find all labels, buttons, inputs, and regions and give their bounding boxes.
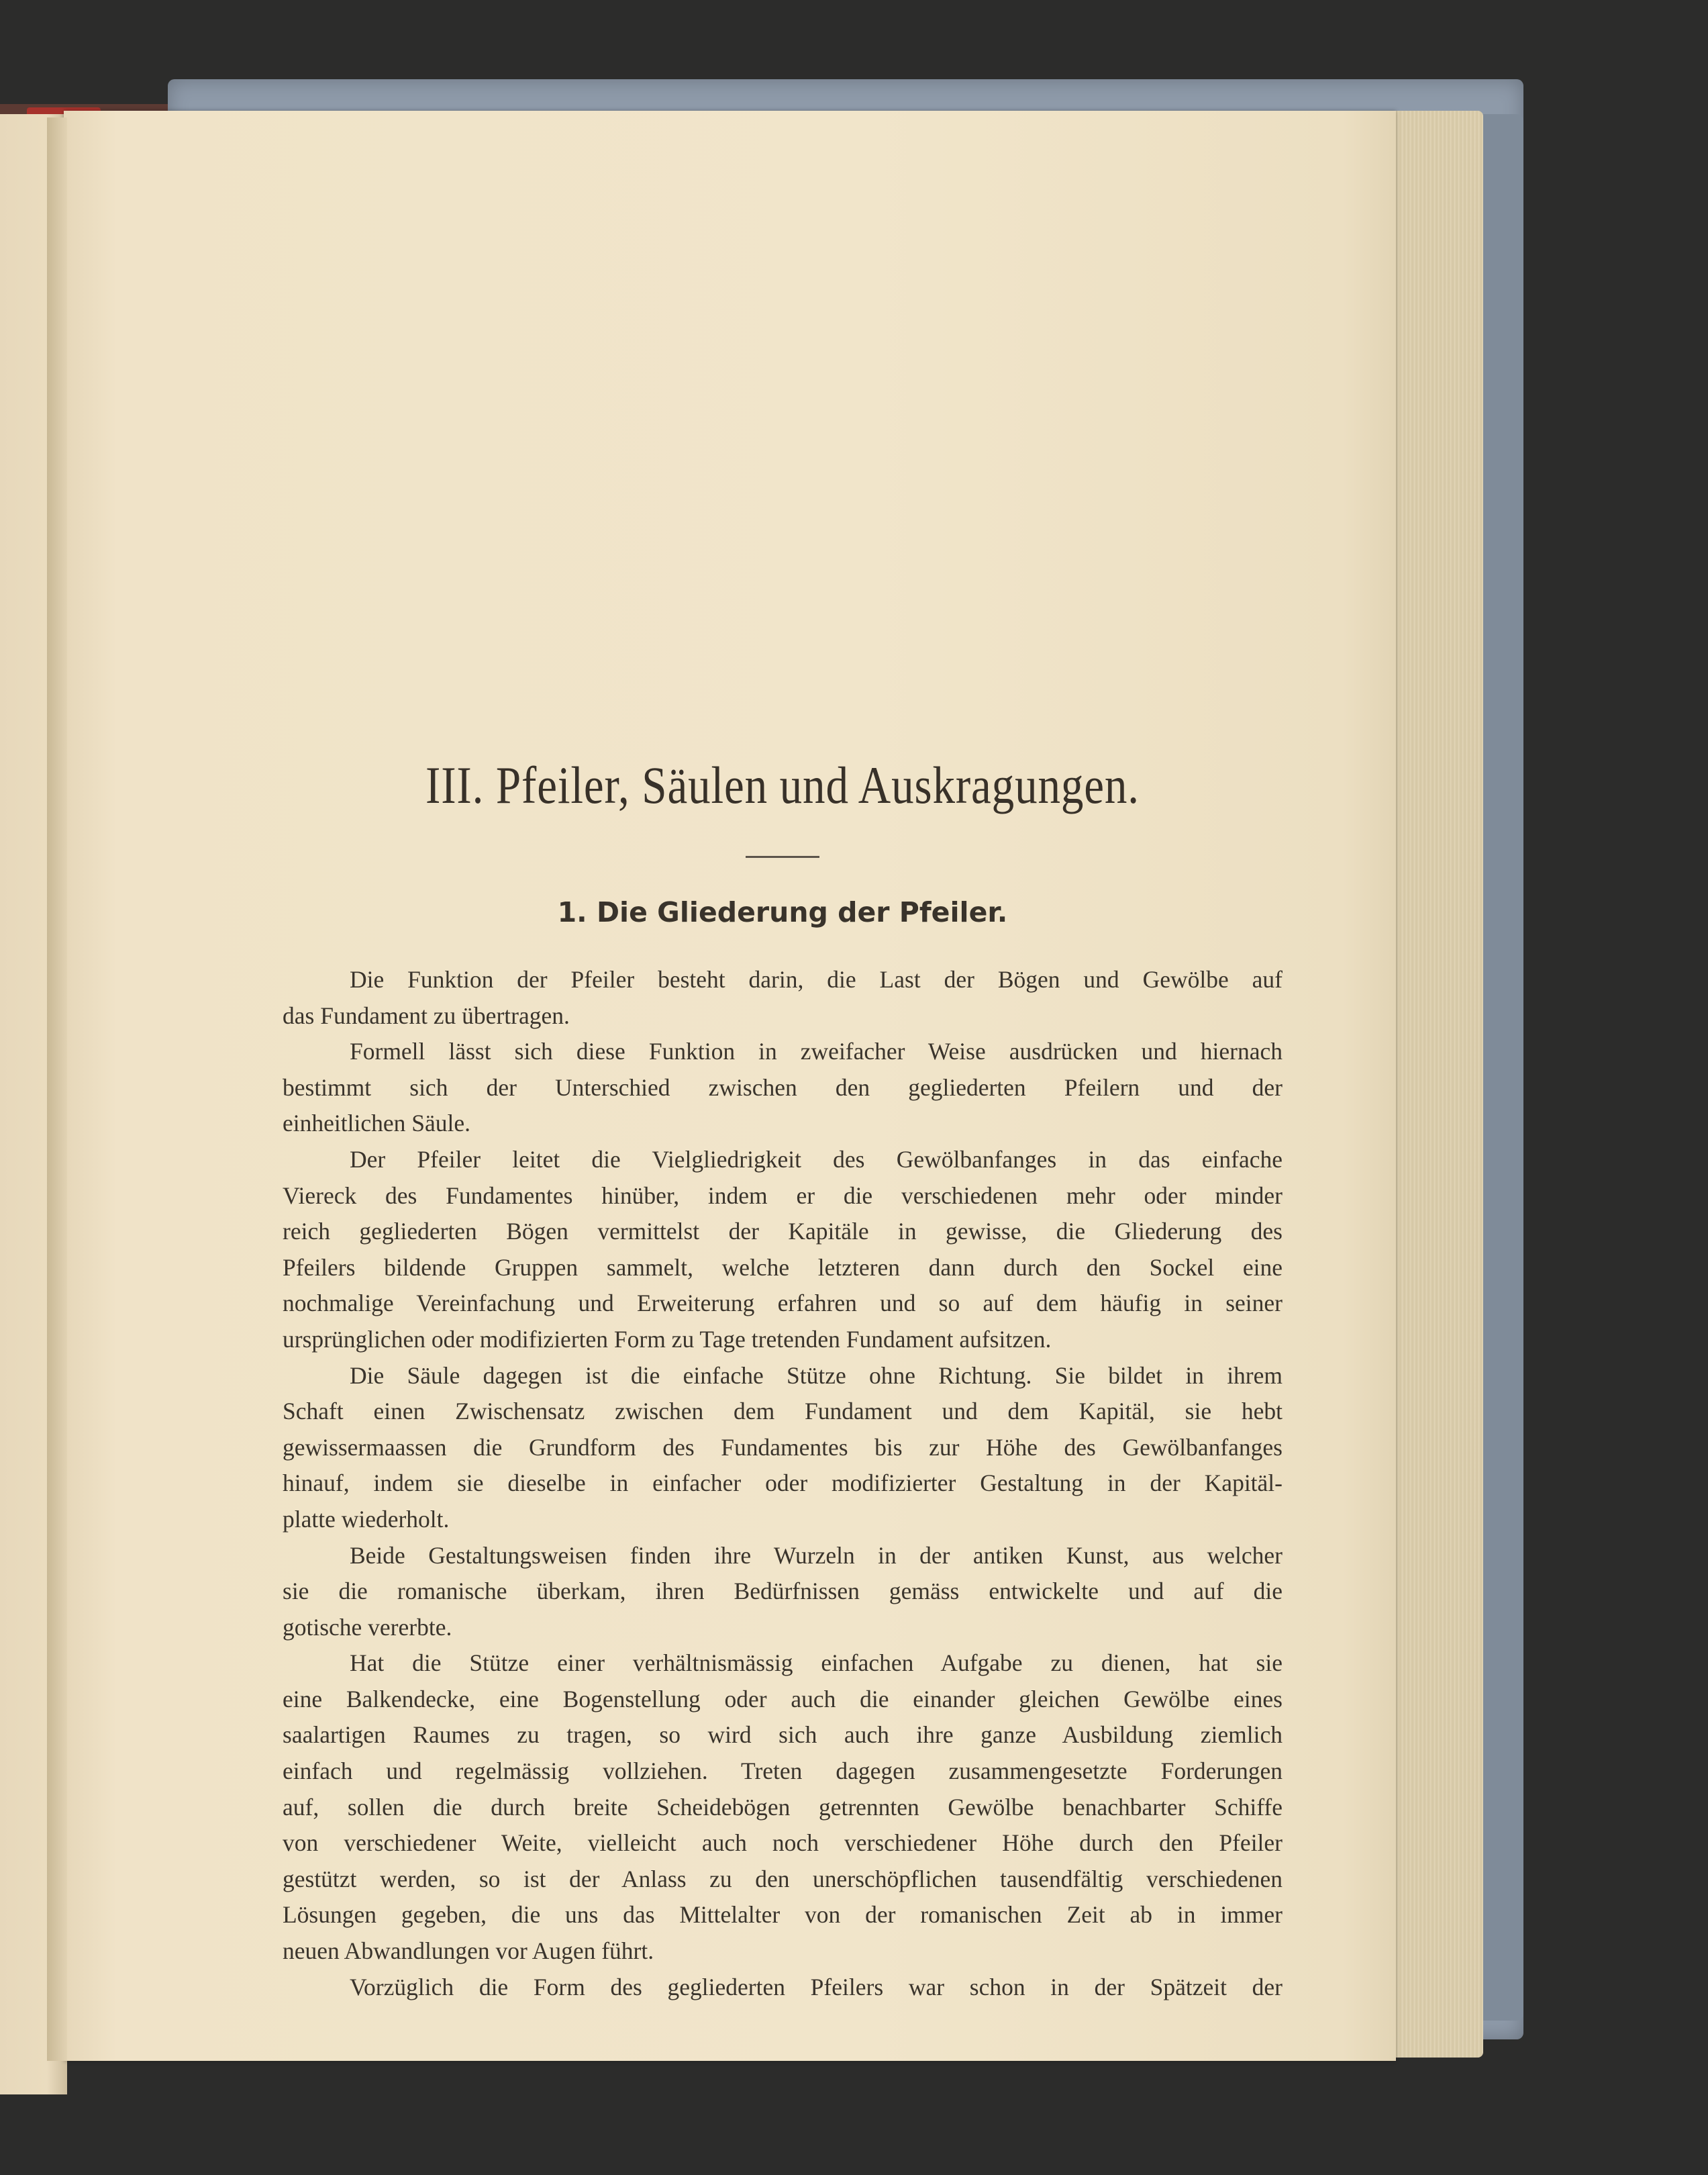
- text-line: [283, 1717, 1283, 1753]
- text-line: [283, 1250, 1283, 1286]
- text-line: [283, 1897, 1283, 1933]
- text-line: [283, 1106, 1283, 1142]
- text-line-content: Viereck des Fundamentes hinüber, indem er die verschiedenen mehr oder minder: [283, 1181, 1283, 1209]
- text-line-content: eine Balkendecke, eine Bogenstellung oder auch die einander gleichen Gewölbe eines: [283, 1685, 1283, 1712]
- text-line-content: reich gegliederten Bögen vermittelst der Kapitäle in gewisse, die Gliederung des: [283, 1218, 1283, 1245]
- text-line: [283, 1825, 1283, 1862]
- text-line: [283, 1862, 1283, 1898]
- text-line: [283, 1790, 1283, 1826]
- text-line: [283, 1502, 1283, 1538]
- text-line-content: ursprünglichen oder modifizierten Form zu Tage tretenden Fundament aufsitzen.: [283, 1325, 1052, 1353]
- text-line-content: einfach und regelmässig vollziehen. Treten dagegen zusammengesetzte Forderungen: [283, 1757, 1283, 1785]
- page-gutter: [47, 117, 67, 2061]
- text-line: [283, 1034, 1283, 1070]
- text-line-content: bestimmt sich der Unterschied zwischen den gegliederten Pfeilern und der: [283, 1073, 1283, 1101]
- text-line-content: Die Funktion der Pfeiler besteht darin, die Last der Bögen und Gewölbe auf: [350, 966, 1283, 993]
- text-line-content: gestützt werden, so ist der Anlass zu den unerschöpflichen tausendfältig verschiedenen: [283, 1865, 1283, 1892]
- text-line-content: Hat die Stütze einer verhältnismässig einfachen Aufgabe zu dienen, hat sie: [350, 1649, 1283, 1677]
- text-line: [283, 998, 1283, 1034]
- text-line-content: Vorzüglich die Form des gegliederten Pfeilers war schon in der Spätzeit der: [350, 1973, 1283, 2000]
- text-line-content: hinauf, indem sie dieselbe in einfacher oder modifizierter Gestaltung in der Kapitäl-: [283, 1469, 1283, 1497]
- title-rule: [746, 856, 819, 858]
- text-line-content: auf, sollen die durch breite Scheidebögen getrennten Gewölbe benachbarter Schiffe: [283, 1793, 1283, 1821]
- text-line: [283, 1465, 1283, 1502]
- text-line: [283, 1322, 1283, 1358]
- text-line: [283, 1358, 1283, 1394]
- text-line-content: einheitlichen Säule.: [283, 1110, 470, 1137]
- text-line: [283, 1538, 1283, 1574]
- text-line: [283, 1394, 1283, 1430]
- text-line: [283, 1574, 1283, 1610]
- text-line-content: neuen Abwandlungen vor Augen führt.: [283, 1937, 654, 1965]
- text-line-content: sie die romanische überkam, ihren Bedürfnissen gemäss entwickelte und auf die: [283, 1578, 1283, 1605]
- text-line: [283, 1970, 1283, 2006]
- text-line: [283, 1142, 1283, 1178]
- page-stack-edge: [1383, 111, 1483, 2058]
- book-cover-edge: [1476, 114, 1523, 2021]
- text-line: [283, 1682, 1283, 1718]
- text-line: [283, 1645, 1283, 1682]
- text-line-content: Lösungen gegeben, die uns das Mittelalter von der romanischen Zeit ab in immer: [283, 1901, 1283, 1929]
- text-line: [283, 1070, 1283, 1106]
- book-page: [64, 111, 1396, 2061]
- text-line-content: das Fundament zu übertragen.: [283, 1002, 570, 1029]
- text-line-content: gewissermaassen die Grundform des Fundamentes bis zur Höhe des Gewölbanfanges: [283, 1433, 1283, 1461]
- text-line: [283, 1286, 1283, 1322]
- text-line-content: platte wiederholt.: [283, 1505, 450, 1533]
- text-line: [283, 1214, 1283, 1250]
- text-line-content: von verschiedener Weite, vielleicht auch noch verschiedener Höhe durch den Pfeiler: [283, 1829, 1283, 1857]
- text-line-content: Formell lässt sich diese Funktion in zweifacher Weise ausdrücken und hiernach: [350, 1038, 1283, 1065]
- text-line: [283, 1933, 1283, 1970]
- text-line-content: Der Pfeiler leitet die Vielgliedrigkeit des Gewölbanfanges in das einfache: [350, 1145, 1283, 1173]
- text-line-content: Die Säule dagegen ist die einfache Stütze ohne Richtung. Sie bildet in ihrem: [350, 1361, 1283, 1389]
- text-line: [283, 962, 1283, 998]
- text-line-content: Pfeilers bildende Gruppen sammelt, welche letzteren dann durch den Sockel eine: [283, 1253, 1283, 1281]
- text-line: [283, 1430, 1283, 1466]
- text-line: [283, 1753, 1283, 1790]
- text-line-content: saalartigen Raumes zu tragen, so wird sich auch ihre ganze Ausbildung ziemlich: [283, 1721, 1283, 1749]
- text-line-content: Beide Gestaltungsweisen finden ihre Wurzeln in der antiken Kunst, aus welcher: [350, 1541, 1283, 1569]
- text-line: [283, 1178, 1283, 1214]
- text-line-content: nochmalige Vereinfachung und Erweiterung erfahren und so auf dem häufig in seiner: [283, 1290, 1283, 1317]
- text-line: [283, 1610, 1283, 1646]
- section-title: 1. Die Gliederung der Pfeiler.: [557, 896, 1008, 928]
- chapter-title: III. Pfeiler, Säulen und Auskragungen.: [425, 756, 1140, 814]
- body-text: [283, 962, 1283, 2005]
- text-line-content: Schaft einen Zwischensatz zwischen dem Fundament und dem Kapitäl, sie hebt: [283, 1398, 1283, 1425]
- text-line-content: gotische vererbte.: [283, 1613, 452, 1641]
